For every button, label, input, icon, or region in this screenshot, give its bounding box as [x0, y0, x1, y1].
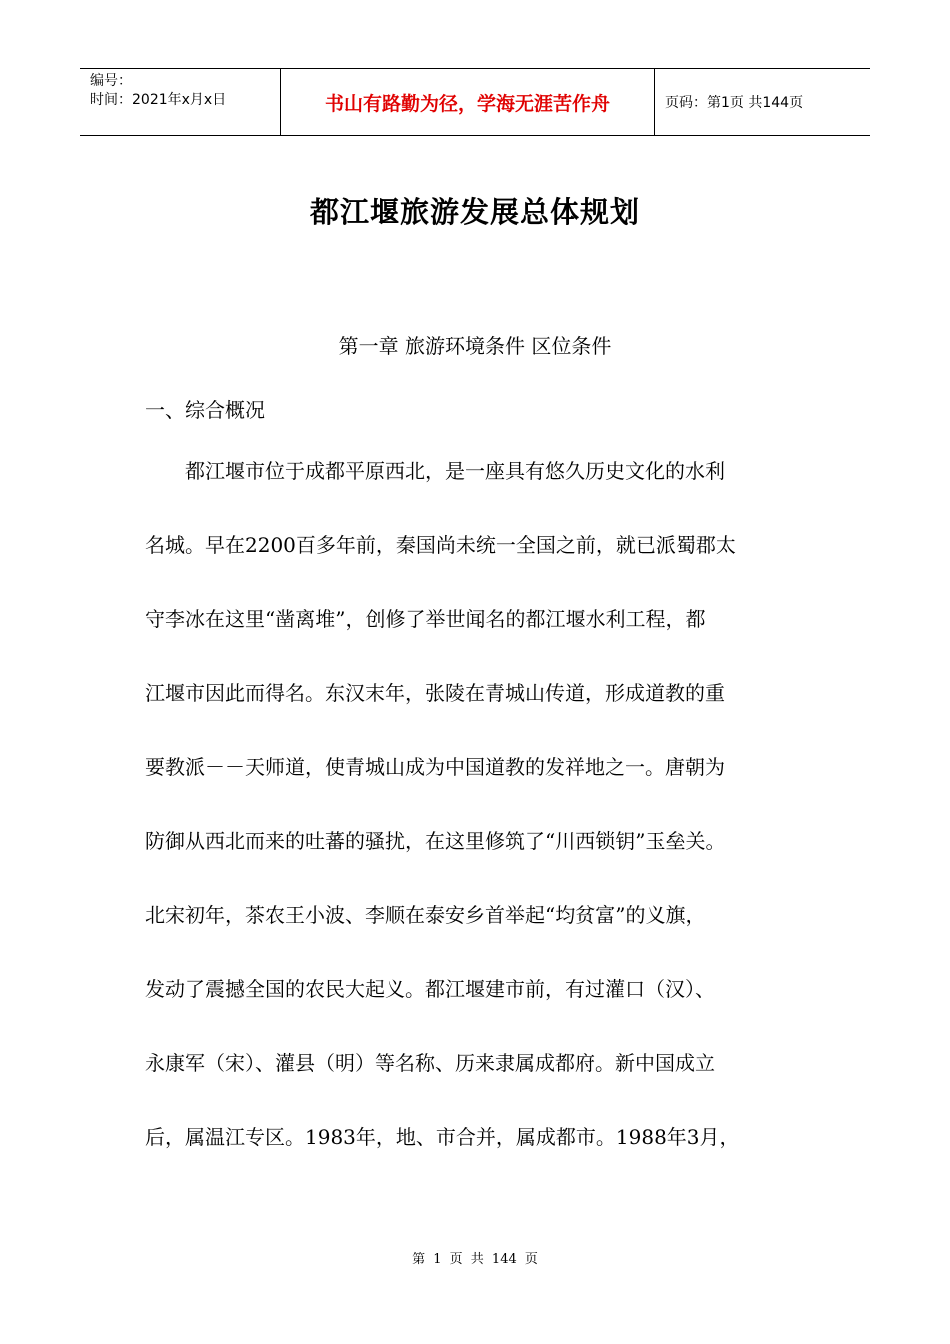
body-line: 守李冰在这里“凿离堆”，创修了举世闻名的都江堰水利工程，都	[145, 607, 706, 631]
section-heading: 一、综合概况	[145, 398, 265, 422]
header-page-info: 页码：第1页 共144页	[665, 95, 804, 111]
body-line: 名城。早在2200百多年前，秦国尚未统一全国之前，就已派蜀郡太	[145, 533, 736, 557]
body-line: 防御从西北而来的吐蕃的骚扰，在这里修筑了“川西锁钥”玉垒关。	[145, 829, 726, 853]
body-line: 发动了震撼全国的农民大起义。都江堰建市前，有过灌口（汉）、	[145, 977, 715, 1001]
document-date: 时间：2021年x月x日	[90, 92, 227, 108]
body-line: 都江堰市位于成都平原西北，是一座具有悠久历史文化的水利	[145, 459, 725, 483]
body-line: 后，属温江专区。1983年，地、市合并，属成都市。1988年3月，	[145, 1125, 740, 1149]
header-motto: 书山有路勤为径，学海无涯苦作舟	[281, 69, 655, 135]
body-line: 要教派－－天师道，使青城山成为中国道教的发祥地之一。唐朝为	[145, 755, 725, 779]
header-table	[80, 68, 870, 136]
body-line: 江堰市因此而得名。东汉末年，张陵在青城山传道，形成道教的重	[145, 681, 725, 705]
chapter-heading: 第一章 旅游环境条件 区位条件	[338, 334, 612, 358]
document-number-label: 编号：	[90, 73, 132, 89]
document-title: 都江堰旅游发展总体规划	[309, 195, 640, 229]
body-line: 北宋初年，茶农王小波、李顺在泰安乡首举起“均贫富”的义旗，	[145, 903, 706, 927]
body-paragraph	[145, 455, 845, 1195]
header-meta-cell	[80, 69, 281, 135]
page-footer: 第 1 页 共 144 页	[412, 1252, 538, 1267]
body-line: 永康军（宋）、灌县（明）等名称、历来隶属成都府。新中国成立	[145, 1051, 715, 1075]
